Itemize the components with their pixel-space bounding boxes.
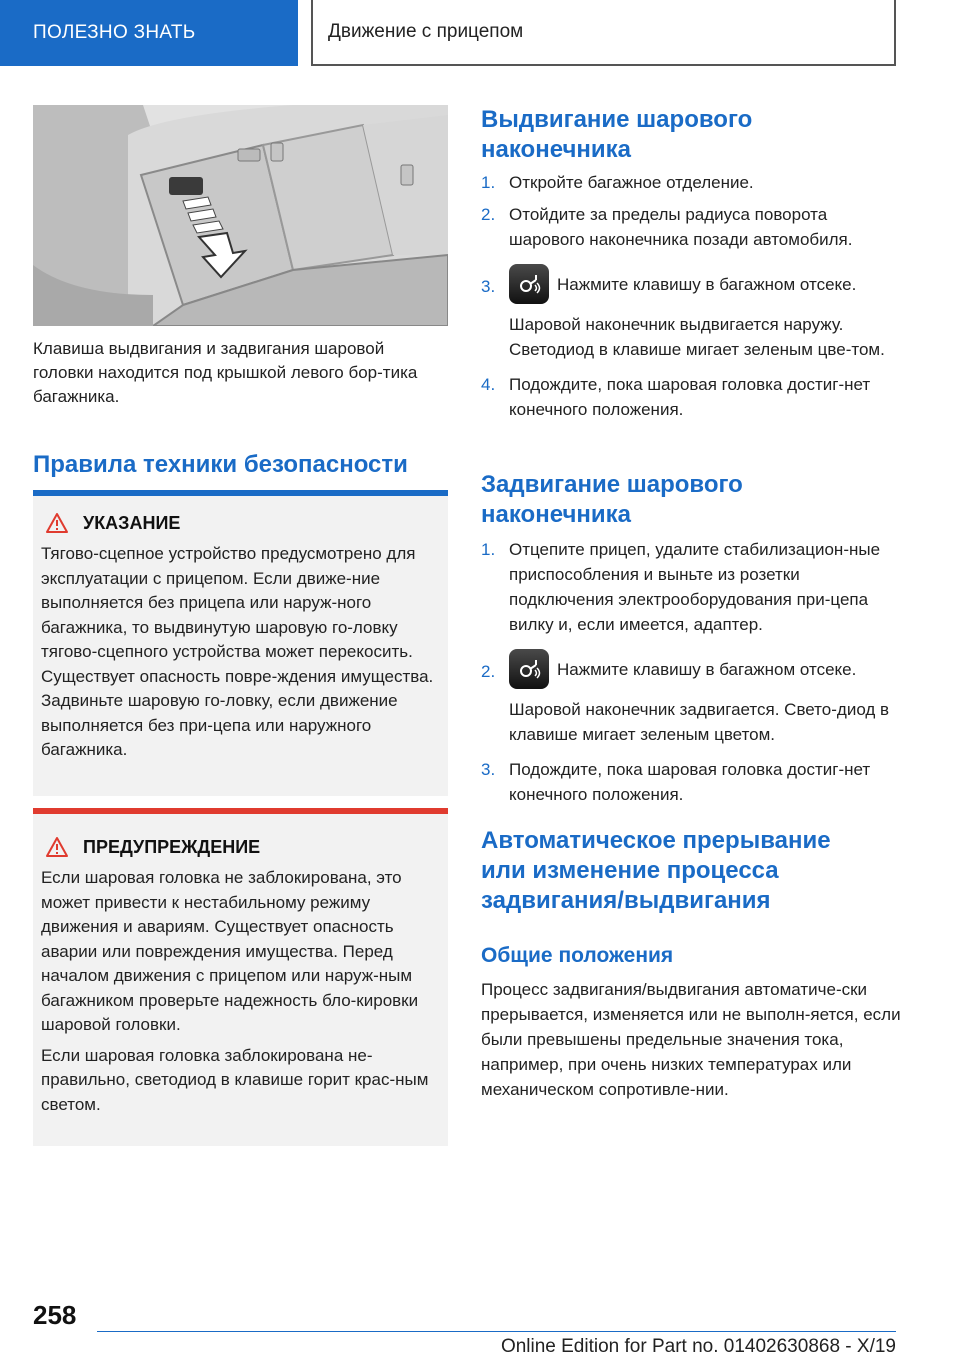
step-text: Отцепите прицеп, удалите стабилизацион-ные приспособления и выньте из розетки подключения электрооборудования при-цепа вилку и, если имеется, адаптер. <box>509 540 881 634</box>
tow-hitch-button-icon <box>509 264 549 304</box>
auto-heading-line3: задвигания/выдвигания <box>481 887 771 914</box>
list-item <box>481 372 901 422</box>
auto-heading-line1: Автоматическое прерывание <box>481 827 831 854</box>
list-item <box>481 757 901 807</box>
page-title: Движение с прицепом <box>311 0 896 66</box>
step-icon-row <box>509 264 901 304</box>
footer-edition: Online Edition for Part no. 01402630868 - X/19 <box>500 1336 896 1357</box>
notice-box <box>33 496 448 796</box>
step-number: 1. <box>481 540 496 559</box>
step-number: 2. <box>481 205 496 224</box>
notice-text: Тягово-сцепное устройство предусмотрено для эксплуатации с прицепом. Если движе-ние выполняется без прицепа или наруж-ного багажника, то выдвинутую шаровую го-ловку тягово-сцепного устройства может перекосить. Существует опасность повре-ждения имущества. Задвиньте шаровую го-ловку, если движение выполняется без при-цепа или наружного багажника. <box>41 544 434 759</box>
step-number: 2. <box>481 662 496 681</box>
step-subtext: Шаровой наконечник задвигается. Свето-диод в клавише мигает зеленым цветом. <box>509 700 890 744</box>
list-item <box>481 649 901 747</box>
retract-heading-line1: Задвигание шарового <box>481 471 743 498</box>
auto-heading <box>481 826 831 916</box>
warning-text-1: Если шаровая головка не заблокирована, это может привести к нестабильному режиму движения и авариям. Существует опасность аварии или повреждения имущества. Перед началом движения с прицепом или наруж-ным багажником проверьте надежность бло-кировки шаровой головки. <box>41 868 419 1034</box>
step-number: 1. <box>481 173 496 192</box>
step-number: 3. <box>481 277 496 296</box>
list-item <box>481 170 901 195</box>
general-subheading: Общие положения <box>481 944 674 967</box>
auto-heading-line2: или изменение процесса <box>481 857 779 884</box>
step-text: Откройте багажное отделение. <box>509 173 754 192</box>
trunk-illustration <box>33 105 448 326</box>
warning-box <box>33 814 448 1146</box>
step-subtext: Шаровой наконечник выдвигается наружу. Светодиод в клавише мигает зеленым цве-том. <box>509 315 885 359</box>
safety-heading: Правила техники безопасности <box>33 451 408 478</box>
tow-hitch-button-icon <box>509 649 549 689</box>
step-text: Нажмите клавишу в багажном отсеке. <box>557 659 857 679</box>
extend-heading-line1: Выдвигание шарового <box>481 106 753 133</box>
page-number: 258 <box>33 1300 77 1330</box>
extend-steps <box>481 170 901 422</box>
auto-text: Процесс задвигания/выдвигания автоматиче-ски прерывается, изменяется или не выполн-яется, если были превышены предельные значения тока, например, при очень низких температурах или механическом сопротивле-нии. <box>481 980 901 1099</box>
extend-heading <box>481 105 752 165</box>
step-text: Подождите, пока шаровая головка достиг-нет конечного положения. <box>509 375 871 419</box>
notice-title <box>41 510 438 536</box>
step-icon-row <box>509 649 901 689</box>
extend-heading-line2: наконечника <box>481 136 631 163</box>
warning-title <box>41 834 438 860</box>
list-item <box>481 202 901 252</box>
warning-text-2: Если шаровая головка заблокирована не-правильно, светодиод в клавише горит крас-ным светом. <box>41 1045 429 1114</box>
step-text: Отойдите за пределы радиуса поворота шарового наконечника позади автомобиля. <box>509 205 853 249</box>
figure-caption: Клавиша выдвигания и задвигания шаровой головки находится под крышкой левого бор-тика багажника. <box>33 339 418 406</box>
retract-steps <box>481 537 901 807</box>
step-number: 4. <box>481 375 496 394</box>
footer-rule <box>97 1331 896 1332</box>
section-tab[interactable]: ПОЛЕЗНО ЗНАТЬ <box>0 0 298 66</box>
warning-triangle-icon <box>45 512 69 534</box>
retract-heading-line2: наконечника <box>481 501 631 528</box>
warning-title-text: ПРЕДУПРЕЖДЕНИЕ <box>83 836 261 857</box>
step-text: Нажмите клавишу в багажном отсеке. <box>557 274 857 294</box>
retract-heading <box>481 470 743 530</box>
step-number: 3. <box>481 760 496 779</box>
notice-title-text: УКАЗАНИЕ <box>83 512 181 533</box>
list-item <box>481 264 901 362</box>
list-item <box>481 537 901 637</box>
step-text: Подождите, пока шаровая головка достиг-нет конечного положения. <box>509 760 871 804</box>
warning-triangle-icon <box>45 836 69 858</box>
